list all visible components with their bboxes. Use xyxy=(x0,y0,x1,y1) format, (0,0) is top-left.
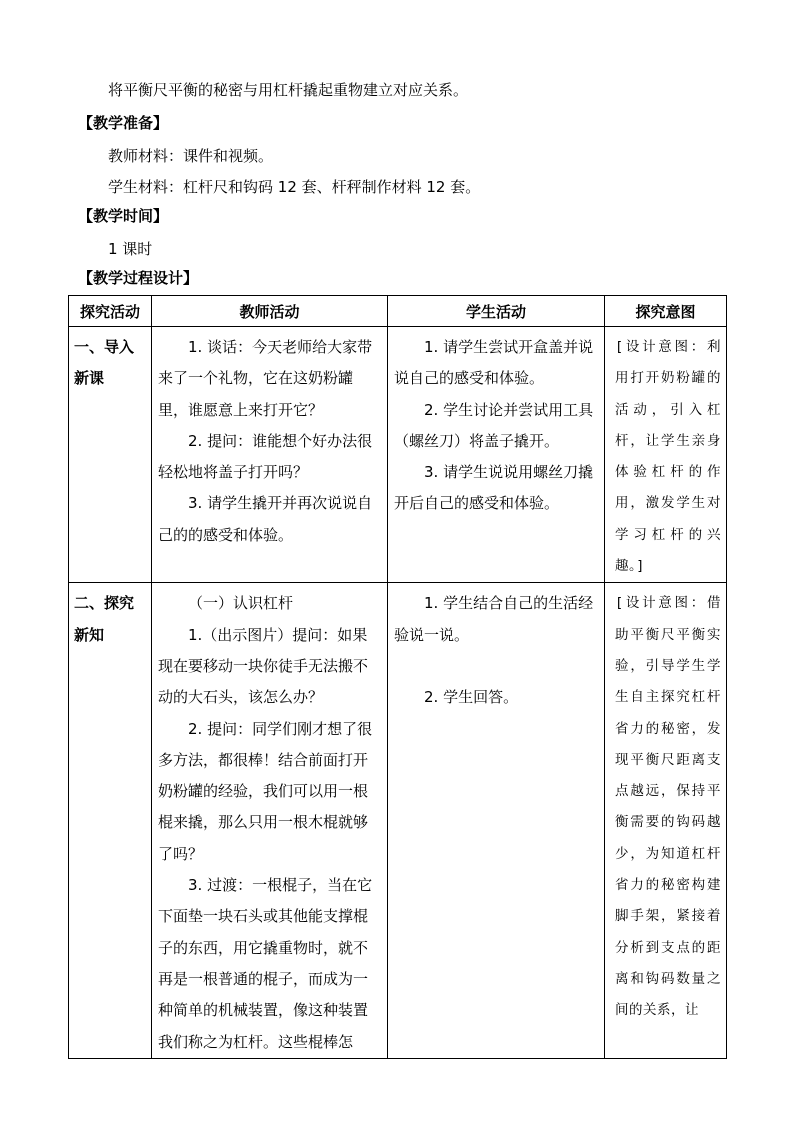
time-value: 1 课时 xyxy=(108,240,153,258)
lesson-plan-table xyxy=(68,295,727,1059)
intent-cell: [设计意图：利用打开奶粉罐的活动，引入杠杆，让学生亲身体验杠杆的作用，激发学生对学习杠杆的兴趣。] xyxy=(615,339,721,575)
student-cell xyxy=(388,583,604,713)
time-heading: 【教学时间】 xyxy=(78,207,169,225)
student-step: 2. 学生讨论并尝试用工具（螺丝刀）将盖子撬开。 xyxy=(394,400,594,450)
header-student: 学生活动 xyxy=(388,296,605,327)
teacher-step: 2. 提问：同学们刚才想了很多方法，都很棒！结合前面打开奶粉罐的经验，我们可以用一根棍来撬，那么只用一根木棍就够了吗？ xyxy=(158,719,373,863)
header-activity: 探究活动 xyxy=(69,296,152,327)
intent-cell: [设计意图：借助平衡尺平衡实验，引导学生学生自主探究杠杆省力的秘密，发现平衡尺距离支点越远，保持平衡需要的钩码越少，为知道杠杆省力的秘密构建脚手架，紧接着分析到支点的距离和钩码数量之间的关系，让 xyxy=(615,595,721,1019)
table-row xyxy=(69,327,727,583)
student-step: 2. 学生回答。 xyxy=(424,688,519,707)
teacher-subtitle: （一）认识杠杆 xyxy=(188,594,294,613)
table-row xyxy=(69,583,727,1058)
design-heading: 【教学过程设计】 xyxy=(78,269,199,287)
intro-text: 将平衡尺平衡的秘密与用杠杆撬起重物建立对应关系。 xyxy=(108,81,469,99)
teacher-step: 3. 请学生撬开并再次说说自己的的感受和体验。 xyxy=(158,494,373,544)
student-step: 1. 请学生尝试开盒盖并说说自己的感受和体验。 xyxy=(394,338,594,388)
header-intent: 探究意图 xyxy=(605,296,727,327)
table-header-row xyxy=(69,296,727,327)
teacher-cell xyxy=(152,583,387,1057)
activity-cell: 二、探究新知 xyxy=(74,594,135,644)
student-step: 1. 学生结合自己的生活经验说一说。 xyxy=(394,594,594,644)
teacher-cell xyxy=(152,327,387,551)
teacher-step: 1.（出示图片）提问：如果现在要移动一块你徒手无法搬不动的大石头，该怎么办？ xyxy=(158,625,369,707)
prep-student-materials: 学生材料：杠杆尺和钩码 12 套、杆秤制作材料 12 套。 xyxy=(108,178,481,196)
prep-heading: 【教学准备】 xyxy=(78,114,169,132)
student-cell xyxy=(388,327,604,520)
prep-teacher-materials: 教师材料：课件和视频。 xyxy=(108,147,274,165)
header-teacher: 教师活动 xyxy=(152,296,388,327)
teacher-step: 2. 提问：谁能想个好办法很轻松地将盖子打开吗？ xyxy=(158,431,373,482)
student-step: 3. 请学生说说用螺丝刀撬开后自己的感受和体验。 xyxy=(394,463,594,513)
teacher-step: 3. 过渡：一根棍子，当在它下面垫一块石头或其他能支撑棍子的东西，用它撬重物时，就不再是一根普通的棍子，而成为一种简单的机械装置，像这种装置我们称之为杠杆。这些棍棒怎 xyxy=(158,876,373,1051)
teacher-step: 1. 谈话：今天老师给大家带来了一个礼物，它在这奶粉罐里，谁愿意上来打开它？ xyxy=(158,338,373,419)
activity-cell: 一、导入新课 xyxy=(74,338,135,388)
